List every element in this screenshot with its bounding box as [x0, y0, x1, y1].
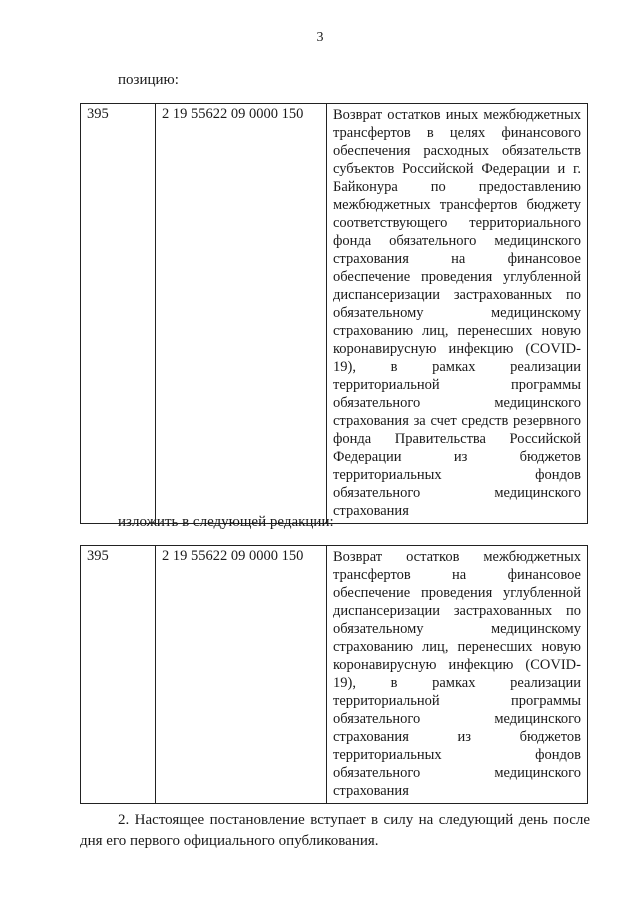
old-row-code: 2 19 55622 09 0000 150 [156, 104, 327, 524]
old-row-number: 395 [81, 104, 156, 524]
new-row-description: Возврат остатков межбюджетных трансфертов на финансовое обеспечение проведения углубленной диспансеризации застрахованных по обязательному медицинскому страхованию лиц, перенесших новую коронавирусную инфекцию (COVID-19), в рамках реализации территориальной программы обязательного медицинского страхования из бюджетов территориальных фондов обязательного медицинского страхования [327, 546, 588, 804]
table-row [81, 546, 588, 804]
page-number: 3 [316, 30, 324, 45]
final-paragraph: 2. Настоящее постановление вступает в силу на следующий день после дня его первого официального опубликования. [80, 812, 590, 849]
old-row-description: Возврат остатков иных межбюджетных трансфертов в целях финансового обеспечения расходных обязательств субъектов Российской Федерации и г. Байконура по предоставлению межбюджетных трансфертов бюджету соответствующего территориального фонда обязательного медицинского страхования на финансовое обеспечение проведения углубленной диспансеризации застрахованных по обязательному медицинскому страхованию лиц, перенесших новую коронавирусную инфекцию (COVID-19), в рамках реализации территориальной программы обязательного медицинского страхования за счет средств резервного фонда Правительства Российской Федерации из бюджетов территориальных фондов обязательного медицинского страхования [327, 104, 588, 524]
intro-text: позицию: [118, 72, 179, 88]
table-row [81, 104, 588, 524]
new-position-table [80, 545, 588, 804]
new-row-number: 395 [81, 546, 156, 804]
old-position-table [80, 103, 588, 524]
transition-text: изложить в следующей редакции: [118, 514, 334, 530]
new-row-code: 2 19 55622 09 0000 150 [156, 546, 327, 804]
